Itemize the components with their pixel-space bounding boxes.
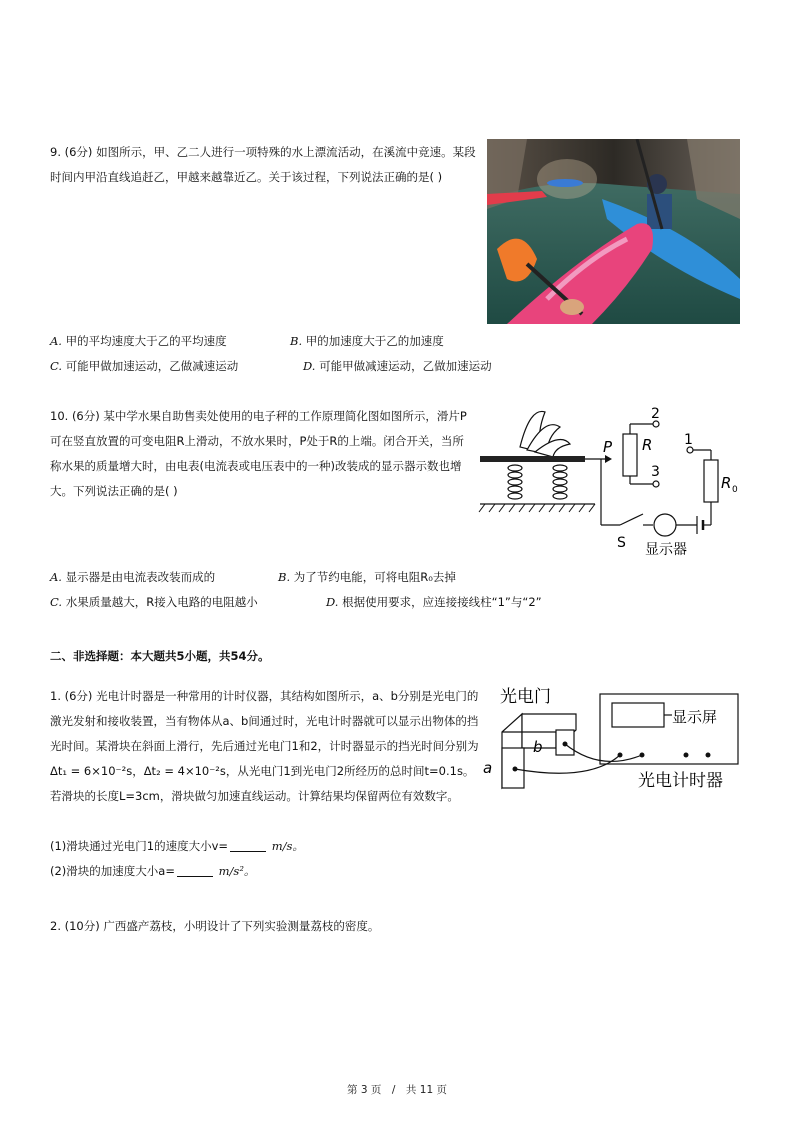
scale-circuit-diagram [475, 402, 750, 562]
q10-option-c[interactable]: C. 水果质量越大，R接入电路的电阻越小 [50, 595, 258, 609]
label-photogate: 光电门 [500, 687, 551, 707]
label-r: R [642, 436, 653, 454]
q10-option-d[interactable]: D. 根据使用要求，应连接接线柱“1”与“2” [326, 595, 542, 609]
q10-stem: 10. (6分) 某中学水果自助售卖处使用的电子秤的工作原理简化图如图所示，滑片P可在竖直放置的可变电阻R上滑动，不放水果时，P处于R的上端。闭合开关，当所称水果的质量增大时，由电表(电流表或电压表中的一种)改装成的显示器示数也增大。下列说法正确的是( ) [50, 409, 467, 498]
section-heading: 二、非选择题：本大题共5小题，共54分。 [50, 649, 270, 663]
label-timer: 光电计时器 [638, 771, 723, 791]
q10-option-b[interactable]: B. 为了节约电能，可将电阻R₀去掉 [278, 570, 456, 584]
q9-stem: 9. (6分) 如图所示，甲、乙二人进行一项特殊的水上漂流活动，在溪流中竞速。某段时间内甲沿直线追赶乙，甲越来越靠近乙。关于该过程，下列说法正确的是( ) [50, 145, 476, 184]
label-display: 显示器 [645, 542, 687, 558]
q9-option-b[interactable]: B. 甲的加速度大于乙的加速度 [290, 334, 444, 348]
q9-option-d[interactable]: D. 可能甲做减速运动，乙做加速运动 [303, 359, 492, 373]
kayak-photo [487, 139, 740, 324]
terminal-1: 1 [684, 432, 693, 448]
answer-blank-2[interactable] [177, 864, 213, 877]
label-b: b [533, 738, 543, 756]
label-p: P [603, 438, 613, 456]
q9-option-c[interactable]: C. 可能甲做加速运动，乙做减速运动 [50, 359, 239, 373]
terminal-2: 2 [651, 406, 660, 422]
label-screen: 显示屏 [672, 708, 718, 726]
label-r0: R [721, 474, 732, 492]
label-r0-subscript: 0 [732, 485, 738, 495]
page-footer: 第 3 页 / 共 11 页 [347, 1084, 447, 1096]
q9-option-a[interactable]: A. 甲的平均速度大于乙的平均速度 [50, 334, 227, 348]
q1-sub2: (2)滑块的加速度大小a= m/s²。 [50, 864, 256, 878]
label-a: a [483, 759, 493, 777]
q1-stem: 1. (6分) 光电计时器是一种常用的计时仪器，其结构如图所示，a、b分别是光电门的激光发射和接收装置，当有物体从a、b间通过时，光电计时器就可以显示出物体的挡光时间。某滑块在斜面上滑行，先后通过光电门1和2，计时器显示的挡光时间分别为Δt₁ = 6×10⁻²s，Δt₂ = 4×10⁻²s，从光电门1到光电门2所经历的总时间t=0.1s。若滑块的长度L=3cm，滑块做匀加速直线运动。计算结果均保留两位有效数字。 [50, 689, 479, 803]
q10-option-a[interactable]: A. 显示器是由电流表改装而成的 [50, 570, 216, 584]
terminal-3: 3 [651, 464, 660, 480]
q2-stem: 2. (10分) 广西盛产荔枝，小明设计了下列实验测量荔枝的密度。 [50, 919, 380, 933]
q1-sub1: (1)滑块通过光电门1的速度大小v= m/s。 [50, 839, 304, 853]
photogate-timer-diagram [480, 682, 745, 794]
answer-blank-1[interactable] [230, 839, 266, 852]
label-s: S [617, 535, 626, 551]
